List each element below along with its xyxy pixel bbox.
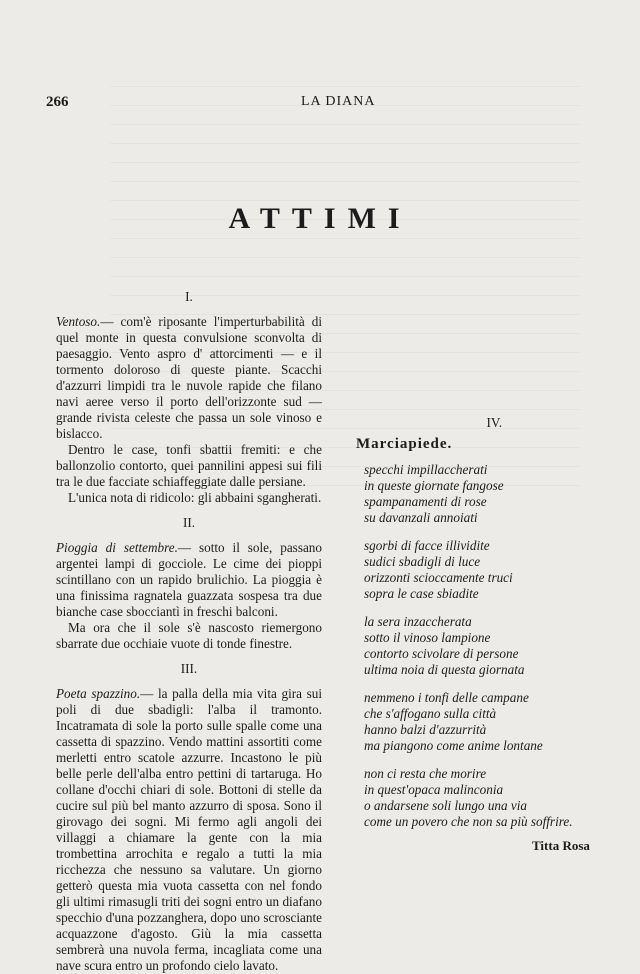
section-title: Marciapiede. xyxy=(356,436,453,452)
paragraph xyxy=(56,314,322,442)
verse-line: che s'affogano sulla città xyxy=(364,706,497,721)
verse-line: sopra le case sbiadite xyxy=(364,586,479,601)
paragraph-text: — la palla della mia vita gira sui poli di due sbadigli: l'alba il tramonto. Incatramata di sole la porto sulle spalle come una cassetta di spazzino. Vendo mattini assortiti come merletti entro scatole azzurre. Incastono le più belle perle dell'alba entro pettini di tartaruga. Ho collane d'occhi chiari di sole. Bottoni di stelle da cucire sul più bel manto azzurro di sposa. Sono il girovago dei sogni. Mi fermo agli angoli dei villaggi a chiamare la gente con la mia trombettina arrochita e regalo a tutti la mia ricchezza che nessuno sa valutare. Un giorno getterò questa mia vuota cassetta con nel fondo gli ultimi rimasugli triti dei sogni entro un diafano specchio d'una pozzanghera, dopo uno scrosciante acquazzone d'agosto. Giù la mia cassetta sembrerà una nuvola ferma, incagliata come una nave scura entro un profondo cielo lavato. xyxy=(56,686,323,973)
paragraph xyxy=(56,540,322,620)
paragraph-text: — com'è riposante l'imperturbabilità di quel monte in questa convulsione sconvolta di paesaggio. Vento aspro d' attorcimenti — e il tormento doloroso di queste piante. Scacchi d'azzurri limpidi tra le nuvole rapide che filano navi aeree verso il porto dell'orizzonte sud — grande rivista celeste che passa un sole vinoso e bislacco. xyxy=(56,314,322,441)
page-header xyxy=(46,94,594,114)
stanza xyxy=(364,690,602,754)
running-head: LA DIANA xyxy=(301,94,376,109)
paragraph-text: L'unica nota di ridicolo: gli abbaini sgangherati. xyxy=(68,490,322,505)
verse-line: su davanzali annoiati xyxy=(364,510,478,525)
section-numeral: I. xyxy=(185,289,193,304)
paragraph xyxy=(56,490,322,506)
paragraph-lead: Poeta spazzino. xyxy=(56,686,141,701)
stanza xyxy=(364,614,602,678)
section-numeral: II. xyxy=(182,515,196,530)
verse-line: sudici sbadigli di luce xyxy=(364,554,481,569)
verse-line: sgorbi di facce illividite xyxy=(364,538,490,553)
paragraph-lead: Ventoso. xyxy=(56,314,101,329)
author-signature: Titta Rosa xyxy=(532,838,590,853)
paragraph-text: Ma ora che il sole s'è nascosto riemergono sbarrate due occhiaie vuote di tonde finestre. xyxy=(56,620,322,651)
verse-line: o andarsene soli lungo una via xyxy=(364,798,528,813)
verse-line: contorto scivolare di persone xyxy=(364,646,519,661)
stanza xyxy=(364,766,602,830)
page-title: ATTIMI xyxy=(228,202,412,235)
verse-line: sotto il vinoso lampione xyxy=(364,630,491,645)
verse-line: la sera inzaccherata xyxy=(364,614,472,629)
verse-line: orizzonti scioccamente truci xyxy=(364,570,513,585)
verse-line: ultima noia di questa giornata xyxy=(364,662,525,677)
verse-line: in queste giornate fangose xyxy=(364,478,504,493)
verse-line: non ci resta che morire xyxy=(364,766,487,781)
section-numeral: IV. xyxy=(486,415,502,430)
stanza xyxy=(364,538,602,602)
verse-line: nemmeno i tonfi delle campane xyxy=(364,690,529,705)
page-number: 266 xyxy=(46,94,69,110)
paragraph xyxy=(56,686,322,974)
verse-line: come un povero che non sa più soffrire. xyxy=(364,814,573,829)
section-numeral: III. xyxy=(180,661,198,676)
verse-line: hanno balzi d'azzurrità xyxy=(364,722,487,737)
paragraph xyxy=(56,620,322,652)
verse-line: in quest'opaca malinconia xyxy=(364,782,504,797)
verse-line: specchi impillaccherati xyxy=(364,462,488,477)
verse-line: ma piangono come anime lontane xyxy=(364,738,543,753)
verse-line: spampanamenti di rose xyxy=(364,494,487,509)
paragraph xyxy=(56,442,322,490)
stanza xyxy=(364,462,602,526)
paragraph-lead: Pioggia di settembre. xyxy=(56,540,178,555)
paragraph-text: Dentro le case, tonfi sbattii fremiti: e che ballonzolio contorto, quei pannilini appesi sui fili tra le due facciate schiaffeggiate dalle persiane. xyxy=(56,442,322,489)
left-column xyxy=(56,288,322,974)
paragraph-text: — sotto il sole, passano argentei lampi di gocciole. Le cime dei pioppi scintillano con un rapido brulichio. La pioggia è una finissima ragnatela guazzata sospesa tra due bianche case sbocciantì in freschi balconi. xyxy=(56,540,322,619)
right-column xyxy=(356,414,602,842)
